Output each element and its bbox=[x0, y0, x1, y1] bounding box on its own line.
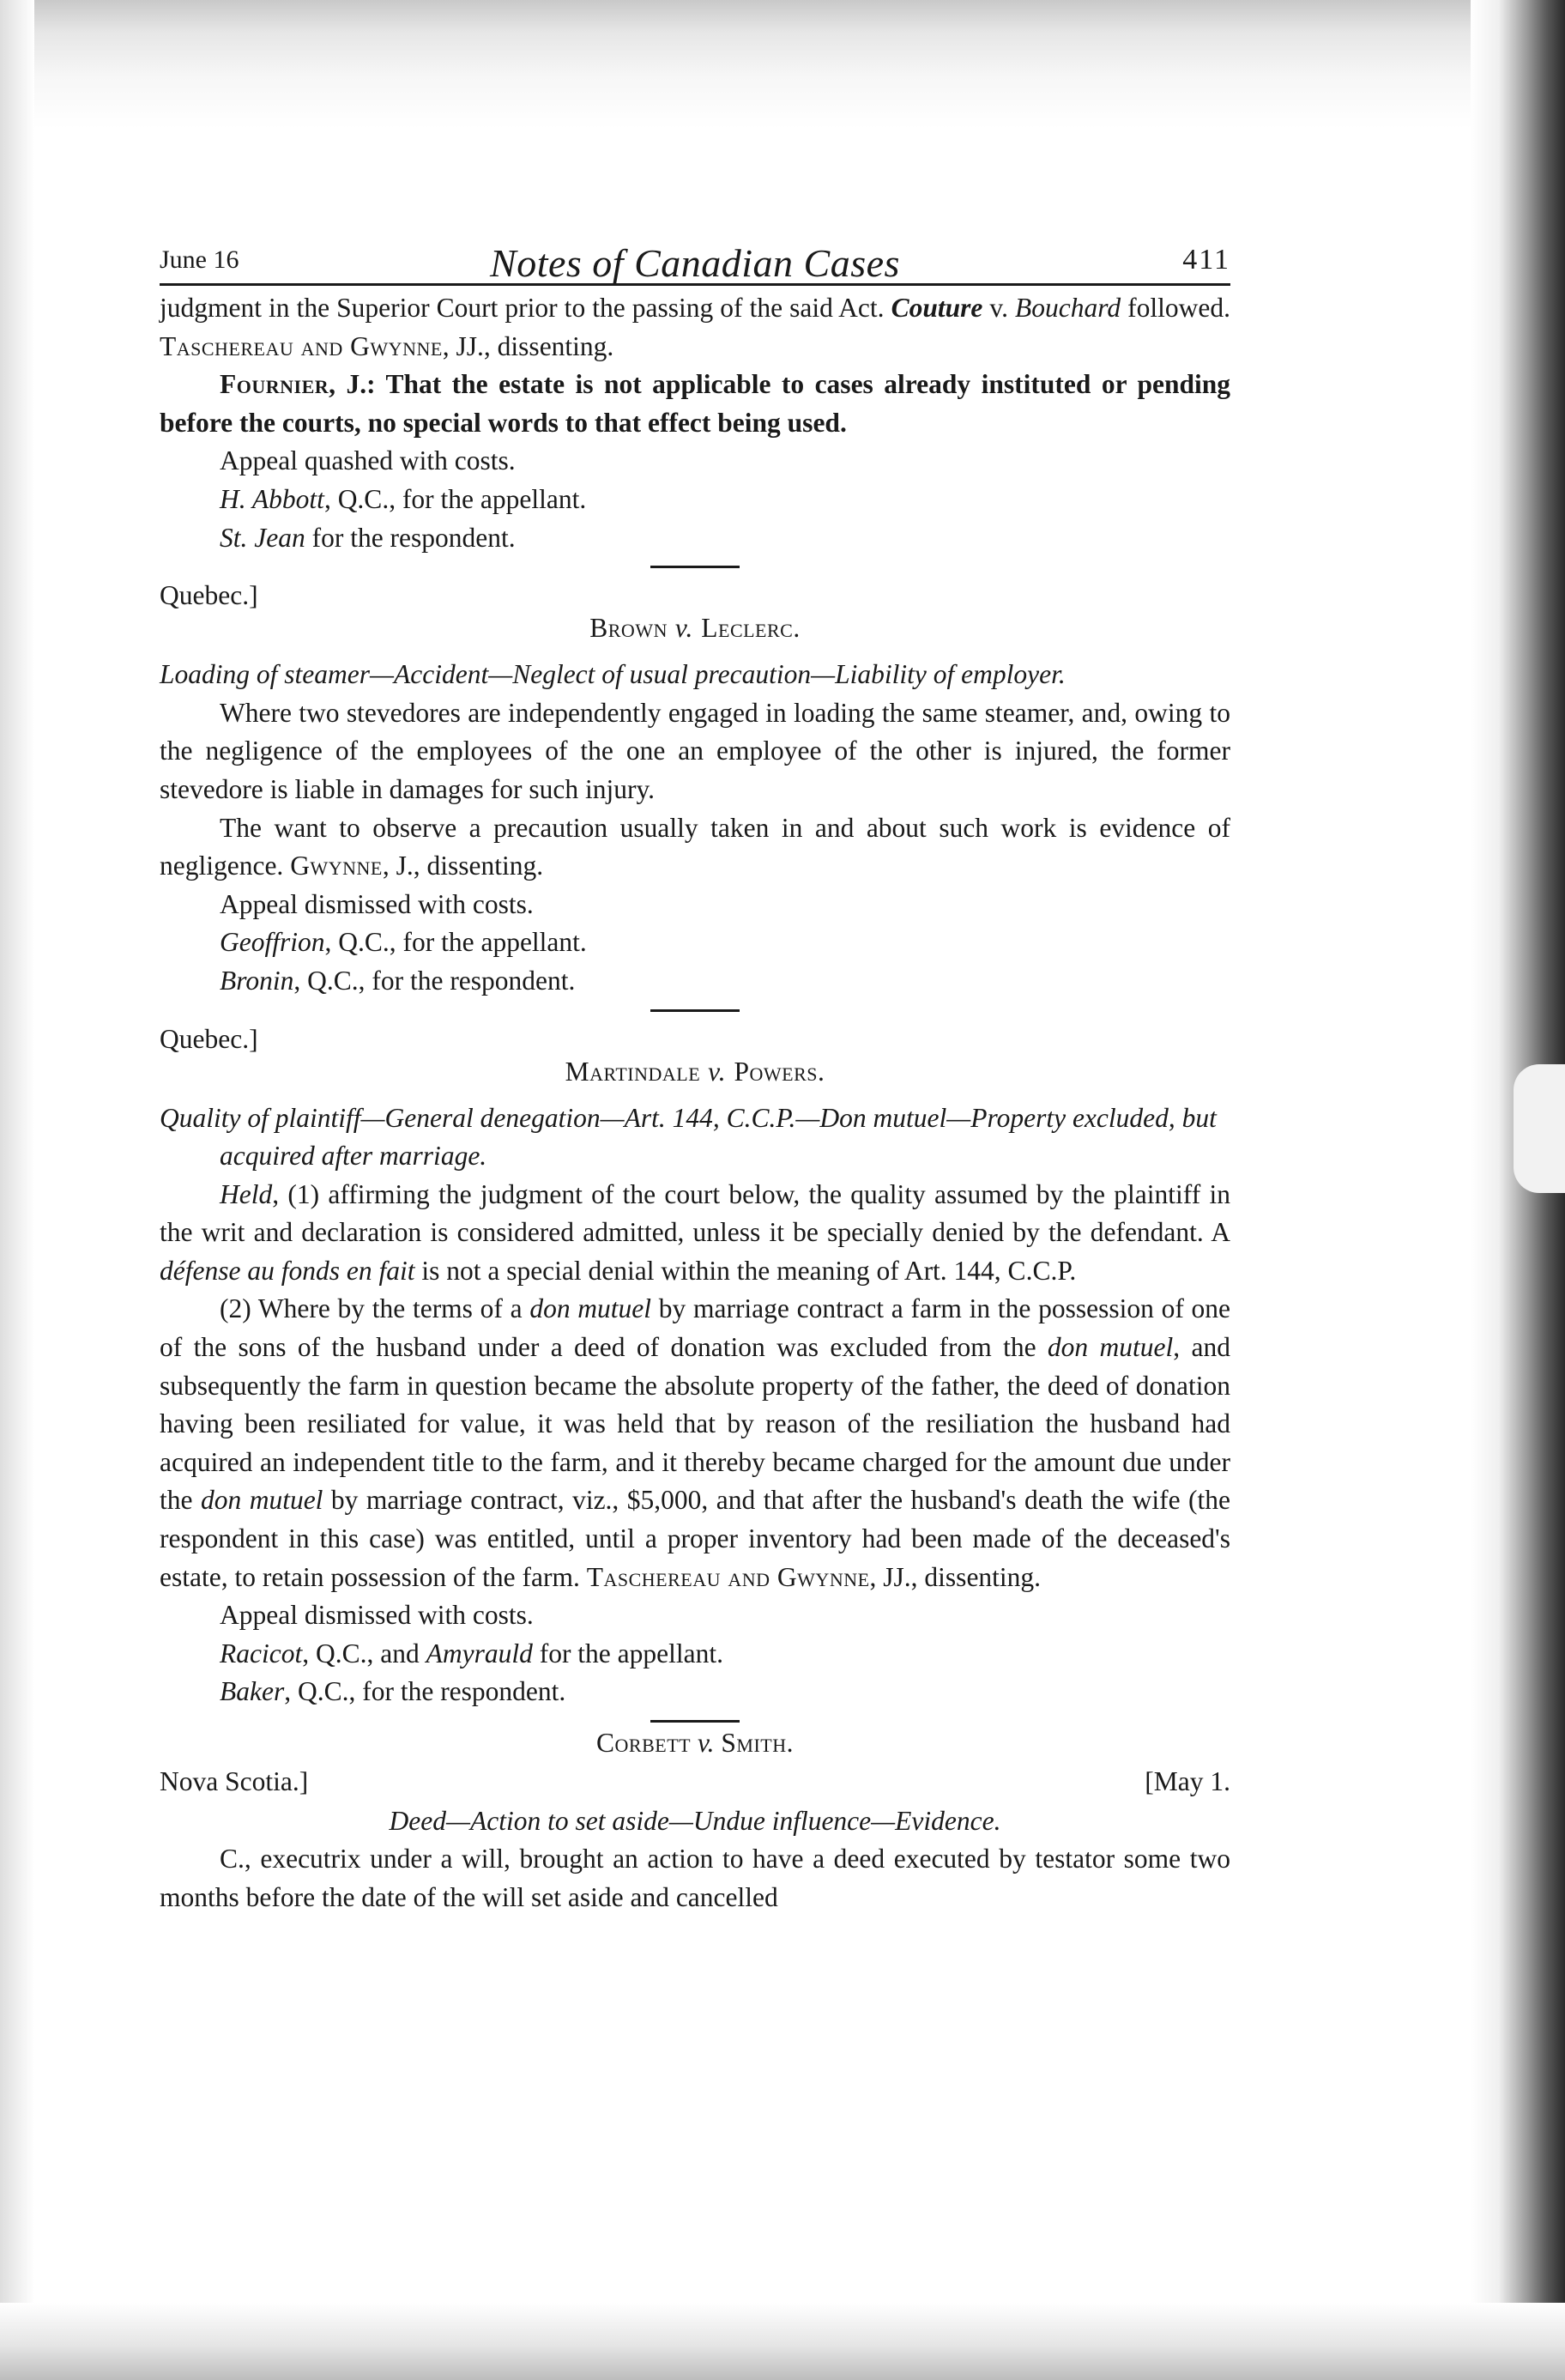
page-number: 411 bbox=[1182, 244, 1230, 276]
case4-date: [May 1. bbox=[1145, 1765, 1230, 1796]
page bbox=[160, 232, 1230, 1917]
case1-judgment-paragraph: judgment in the Superior Court prior to the passing of the said Act. Couture v. Bouchard followed. Taschereau and Gwynne, JJ., dissenting. bbox=[160, 293, 1230, 361]
case2-origin: Quebec.] bbox=[160, 580, 258, 611]
running-header bbox=[160, 232, 1230, 286]
case3-origin: Quebec.] bbox=[160, 1023, 258, 1054]
scan-edge-bottom bbox=[0, 2303, 1565, 2380]
case2-counsel-respondent: Bronin, Q.C., for the respondent. bbox=[220, 965, 576, 996]
section-divider bbox=[650, 1009, 740, 1012]
page-content bbox=[160, 286, 1230, 1917]
case4-origin: Nova Scotia.] bbox=[160, 1765, 309, 1796]
scan-edge-top bbox=[0, 0, 1565, 129]
scan-edge-left bbox=[0, 0, 34, 2380]
case1-disposition: Appeal quashed with costs. bbox=[220, 445, 516, 476]
section-divider bbox=[650, 1720, 740, 1723]
case3-disposition: Appeal dismissed with costs. bbox=[220, 1600, 534, 1631]
case2-paragraph-2: The want to observe a precaution usually taken in and about such work is evidence of negligence. Gwynne, J., dissenting. bbox=[160, 812, 1230, 881]
case4-title: Corbett v. Smith. bbox=[596, 1728, 794, 1758]
case3-headnote: Quality of plaintiff—General denegation—Art. 144, C.C.P.—Don mutuel—Property excluded, but acquired after marriage. bbox=[160, 1102, 1217, 1172]
case2-counsel-appellant: Geoffrion, Q.C., for the appellant. bbox=[220, 927, 587, 958]
case3-heading bbox=[160, 1020, 1230, 1099]
case1-counsel-appellant: H. Abbott, Q.C., for the appellant. bbox=[220, 483, 587, 514]
case1-fournier-paragraph: Fournier, J.: That the estate is not applicable to cases already instituted or pending before the courts, no special words to that effect being used. bbox=[160, 369, 1230, 438]
section-divider bbox=[650, 566, 740, 568]
header-title: Notes of Canadian Cases bbox=[490, 241, 900, 286]
case2-paragraph-1: Where two stevedores are independently engaged in loading the same steamer, and, owing to the negligence of the employees of the one an employee of the other is injured, the former stevedore is liable in damages for such injury. bbox=[160, 697, 1230, 804]
case2-title: Brown v. Leclerc. bbox=[589, 613, 801, 644]
case4-origin-row bbox=[160, 1763, 1230, 1802]
header-date: June 16 bbox=[160, 245, 239, 275]
case1-counsel-respondent: St. Jean for the respondent. bbox=[220, 522, 516, 553]
case4-paragraph-1: C., executrix under a will, brought an action to have a deed executed by testator some two months before the date of the will set aside and cancelled bbox=[160, 1844, 1230, 1912]
case3-title: Martindale v. Powers. bbox=[565, 1056, 825, 1087]
case3-paragraph-1: Held, (1) affirming the judgment of the court below, the quality assumed by the plaintiff in the writ and declaration is considered admitted, unless it be specially denied by the defendant. A défense au fonds en fait is not a special denial within the meaning of Art. 144, C.C.P. bbox=[160, 1178, 1230, 1286]
binding-highlight bbox=[1514, 1064, 1565, 1193]
case4-headnote: Deed—Action to set aside—Undue influence—Evidence. bbox=[389, 1805, 1001, 1836]
case3-counsel-respondent: Baker, Q.C., for the respondent. bbox=[220, 1676, 566, 1707]
case2-heading bbox=[160, 577, 1230, 656]
case3-counsel-appellant: Racicot, Q.C., and Amyrauld for the appellant. bbox=[220, 1638, 723, 1668]
case2-headnote: Loading of steamer—Accident—Neglect of usual precaution—Liability of employer. bbox=[160, 659, 1066, 690]
case3-paragraph-2: (2) Where by the terms of a don mutuel by marriage contract a farm in the possession of one of the sons of the husband under a deed of donation was excluded from the don mutuel, and subsequently the farm in question became the absolute property of the father, the deed of donation having been resiliated for value, it was held that by reason of the resiliation the husband had acquired an independent title to the farm, and it thereby became charged for the amount due under the don mutuel by marriage contract, viz., $5,000, and that after the husband's death the wife (the respondent in this case) was entitled, until a proper inventory had been made of the deceased's estate, to retain possession of the farm. Taschereau and Gwynne, JJ., dissenting. bbox=[160, 1293, 1231, 1592]
case2-disposition: Appeal dismissed with costs. bbox=[220, 888, 534, 919]
